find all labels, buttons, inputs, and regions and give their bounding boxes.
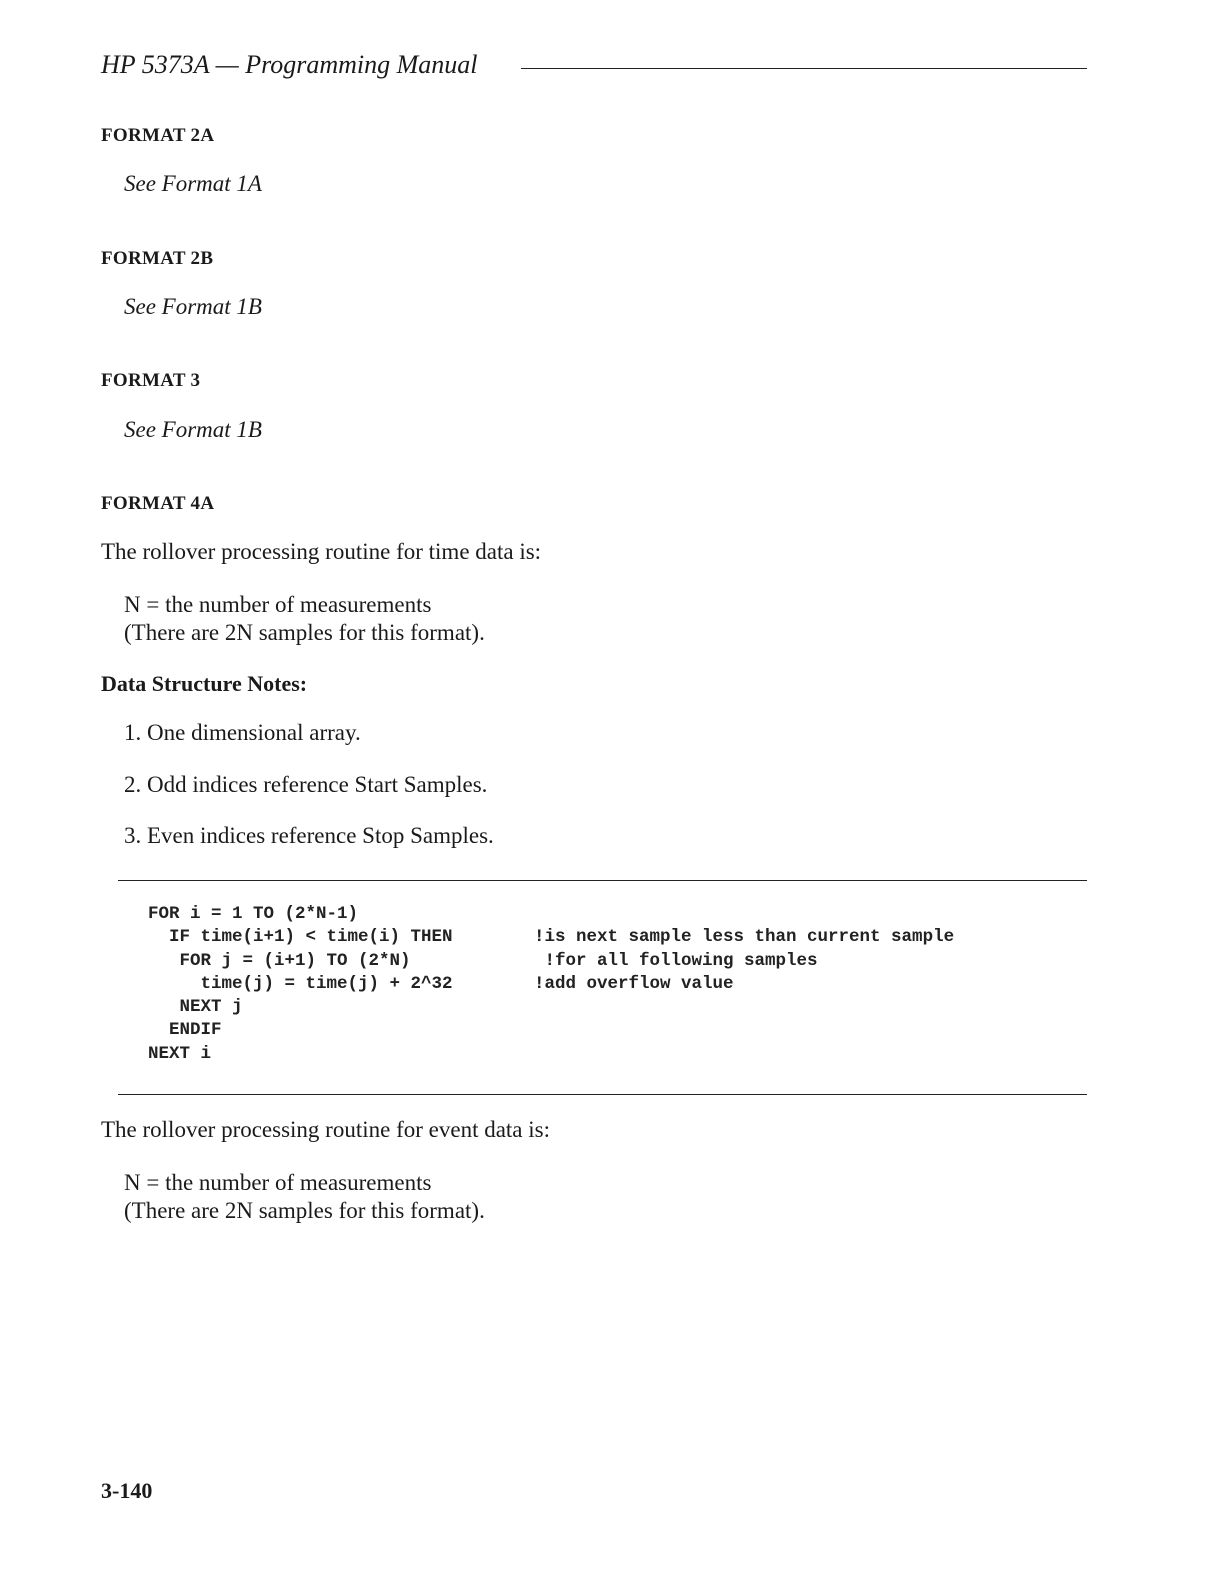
- page-header: [101, 46, 1087, 86]
- event-n-definition: N = the number of measurements: [124, 1170, 432, 1195]
- time-data-definition: [124, 591, 485, 647]
- code-line: [148, 1043, 453, 1066]
- code-line: [148, 973, 734, 996]
- format-2b-reference: See Format 1B: [124, 294, 262, 319]
- code-line: [148, 950, 818, 973]
- format-2a-reference: See Format 1A: [124, 171, 262, 196]
- event-samples-note: (There are 2N samples for this format).: [124, 1198, 485, 1223]
- code-statement: NEXT j: [148, 997, 243, 1018]
- code-statement: FOR i = 1 TO (2*N-1): [148, 904, 359, 924]
- data-structure-notes-heading: Data Structure Notes:: [101, 671, 308, 696]
- time-data-intro: The rollover processing routine for time data is:: [101, 539, 542, 564]
- code-block-top-rule: [118, 880, 1087, 881]
- format-4a-heading: FORMAT 4A: [101, 493, 215, 514]
- note-item: 3. Even indices reference Stop Samples.: [124, 823, 494, 848]
- time-samples-note: (There are 2N samples for this format).: [124, 620, 485, 645]
- code-comment: !add overflow value: [534, 973, 734, 994]
- format-2a-heading: FORMAT 2A: [101, 125, 215, 146]
- code-comment: !for all following samples: [534, 950, 818, 971]
- event-data-definition: [124, 1169, 485, 1225]
- code-line: [148, 1019, 453, 1042]
- code-block-bottom-rule: [118, 1094, 1087, 1095]
- page-number: 3-140: [101, 1478, 153, 1503]
- note-item: 2. Odd indices reference Start Samples.: [124, 772, 488, 797]
- code-line: [148, 996, 453, 1019]
- code-block: [148, 903, 955, 1066]
- time-n-definition: N = the number of measurements: [124, 592, 432, 617]
- code-statement: IF time(i+1) < time(i) THEN: [148, 927, 453, 948]
- code-statement: NEXT i: [148, 1043, 212, 1064]
- header-rule: [521, 68, 1087, 69]
- code-statement: time(j) = time(j) + 2^32: [148, 973, 453, 994]
- code-comment: !is next sample less than current sample: [534, 927, 955, 948]
- format-3-heading: FORMAT 3: [101, 370, 201, 391]
- code-statement: ENDIF: [148, 1020, 222, 1041]
- note-item: 1. One dimensional array.: [124, 720, 361, 745]
- code-line: [148, 903, 453, 926]
- format-3-reference: See Format 1B: [124, 417, 262, 442]
- manual-title: HP 5373A — Programming Manual: [101, 50, 478, 79]
- format-2b-heading: FORMAT 2B: [101, 248, 214, 269]
- event-data-intro: The rollover processing routine for event data is:: [101, 1117, 550, 1142]
- code-line: [148, 926, 955, 949]
- code-statement: FOR j = (i+1) TO (2*N): [148, 950, 411, 971]
